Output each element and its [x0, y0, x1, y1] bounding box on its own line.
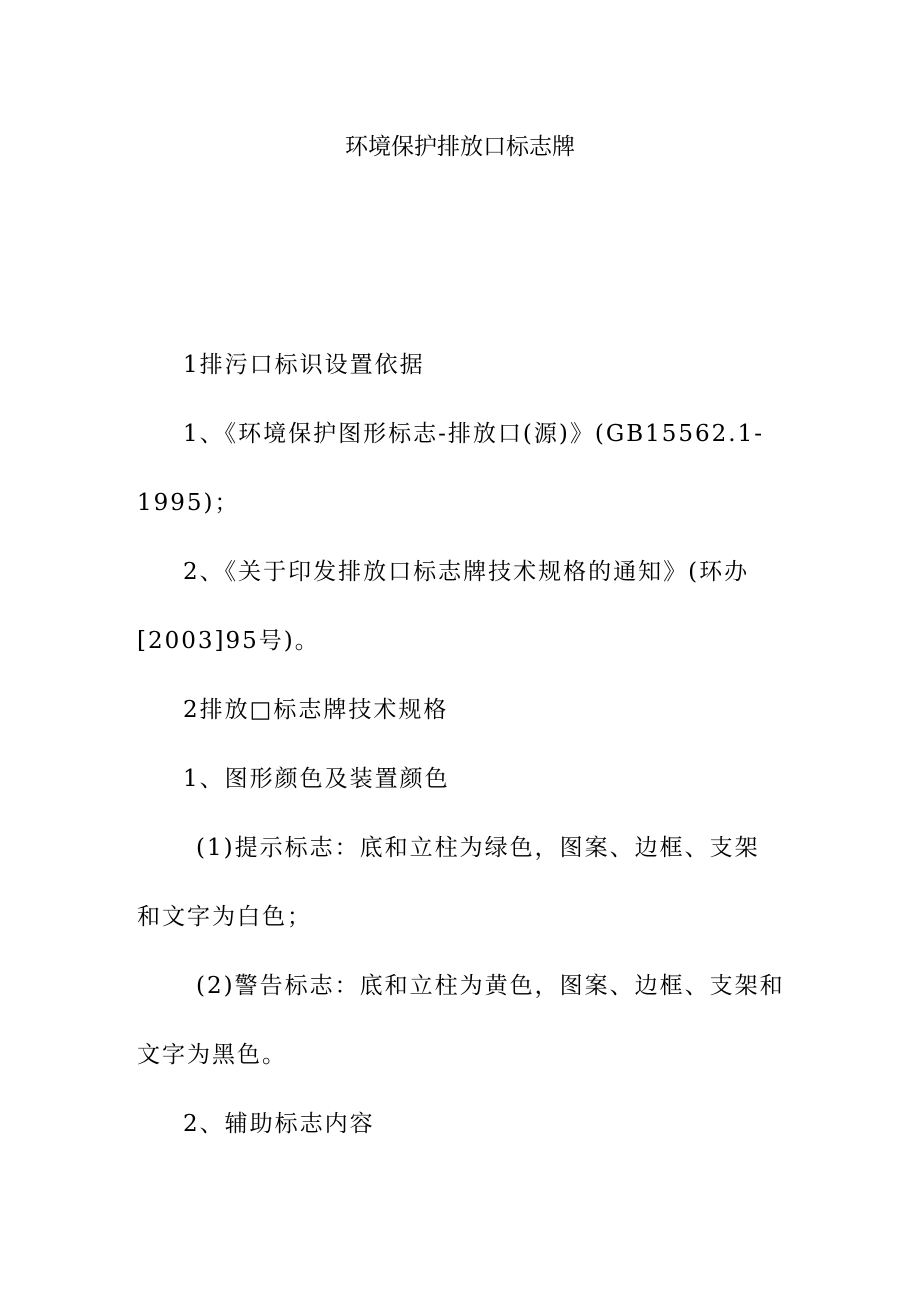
item-2-line-2: 文字为黑色。: [137, 1042, 287, 1068]
reference-2-line-1: 2、《关于印发排放口标志牌技术规格的通知》(环办: [183, 559, 750, 585]
subsection-heading-2: 2、辅助标志内容: [183, 1111, 375, 1137]
reference-2-line-2: [2003]95号)。: [137, 628, 320, 654]
subsection-heading-1: 1、图形颜色及装置颜色: [183, 766, 450, 792]
item-1-line-1: (1)提示标志：底和立柱为绿色，图案、边框、支架: [196, 835, 760, 861]
reference-1-line-2: 1995)；: [137, 490, 240, 516]
section-heading-2: 2排放□标志牌技术规格: [183, 697, 449, 723]
section-heading-1: 1排污口标识设置依据: [183, 352, 425, 378]
reference-1-line-1: 1、《环境保护图形标志-排放口(源)》(GB15562.1-: [183, 421, 764, 447]
item-2-line-1: (2)警告标志：底和立柱为黄色，图案、边框、支架和: [196, 973, 785, 999]
document-title: 环境保护排放口标志牌: [345, 134, 575, 160]
item-1-line-2: 和文字为白色；: [137, 904, 312, 930]
